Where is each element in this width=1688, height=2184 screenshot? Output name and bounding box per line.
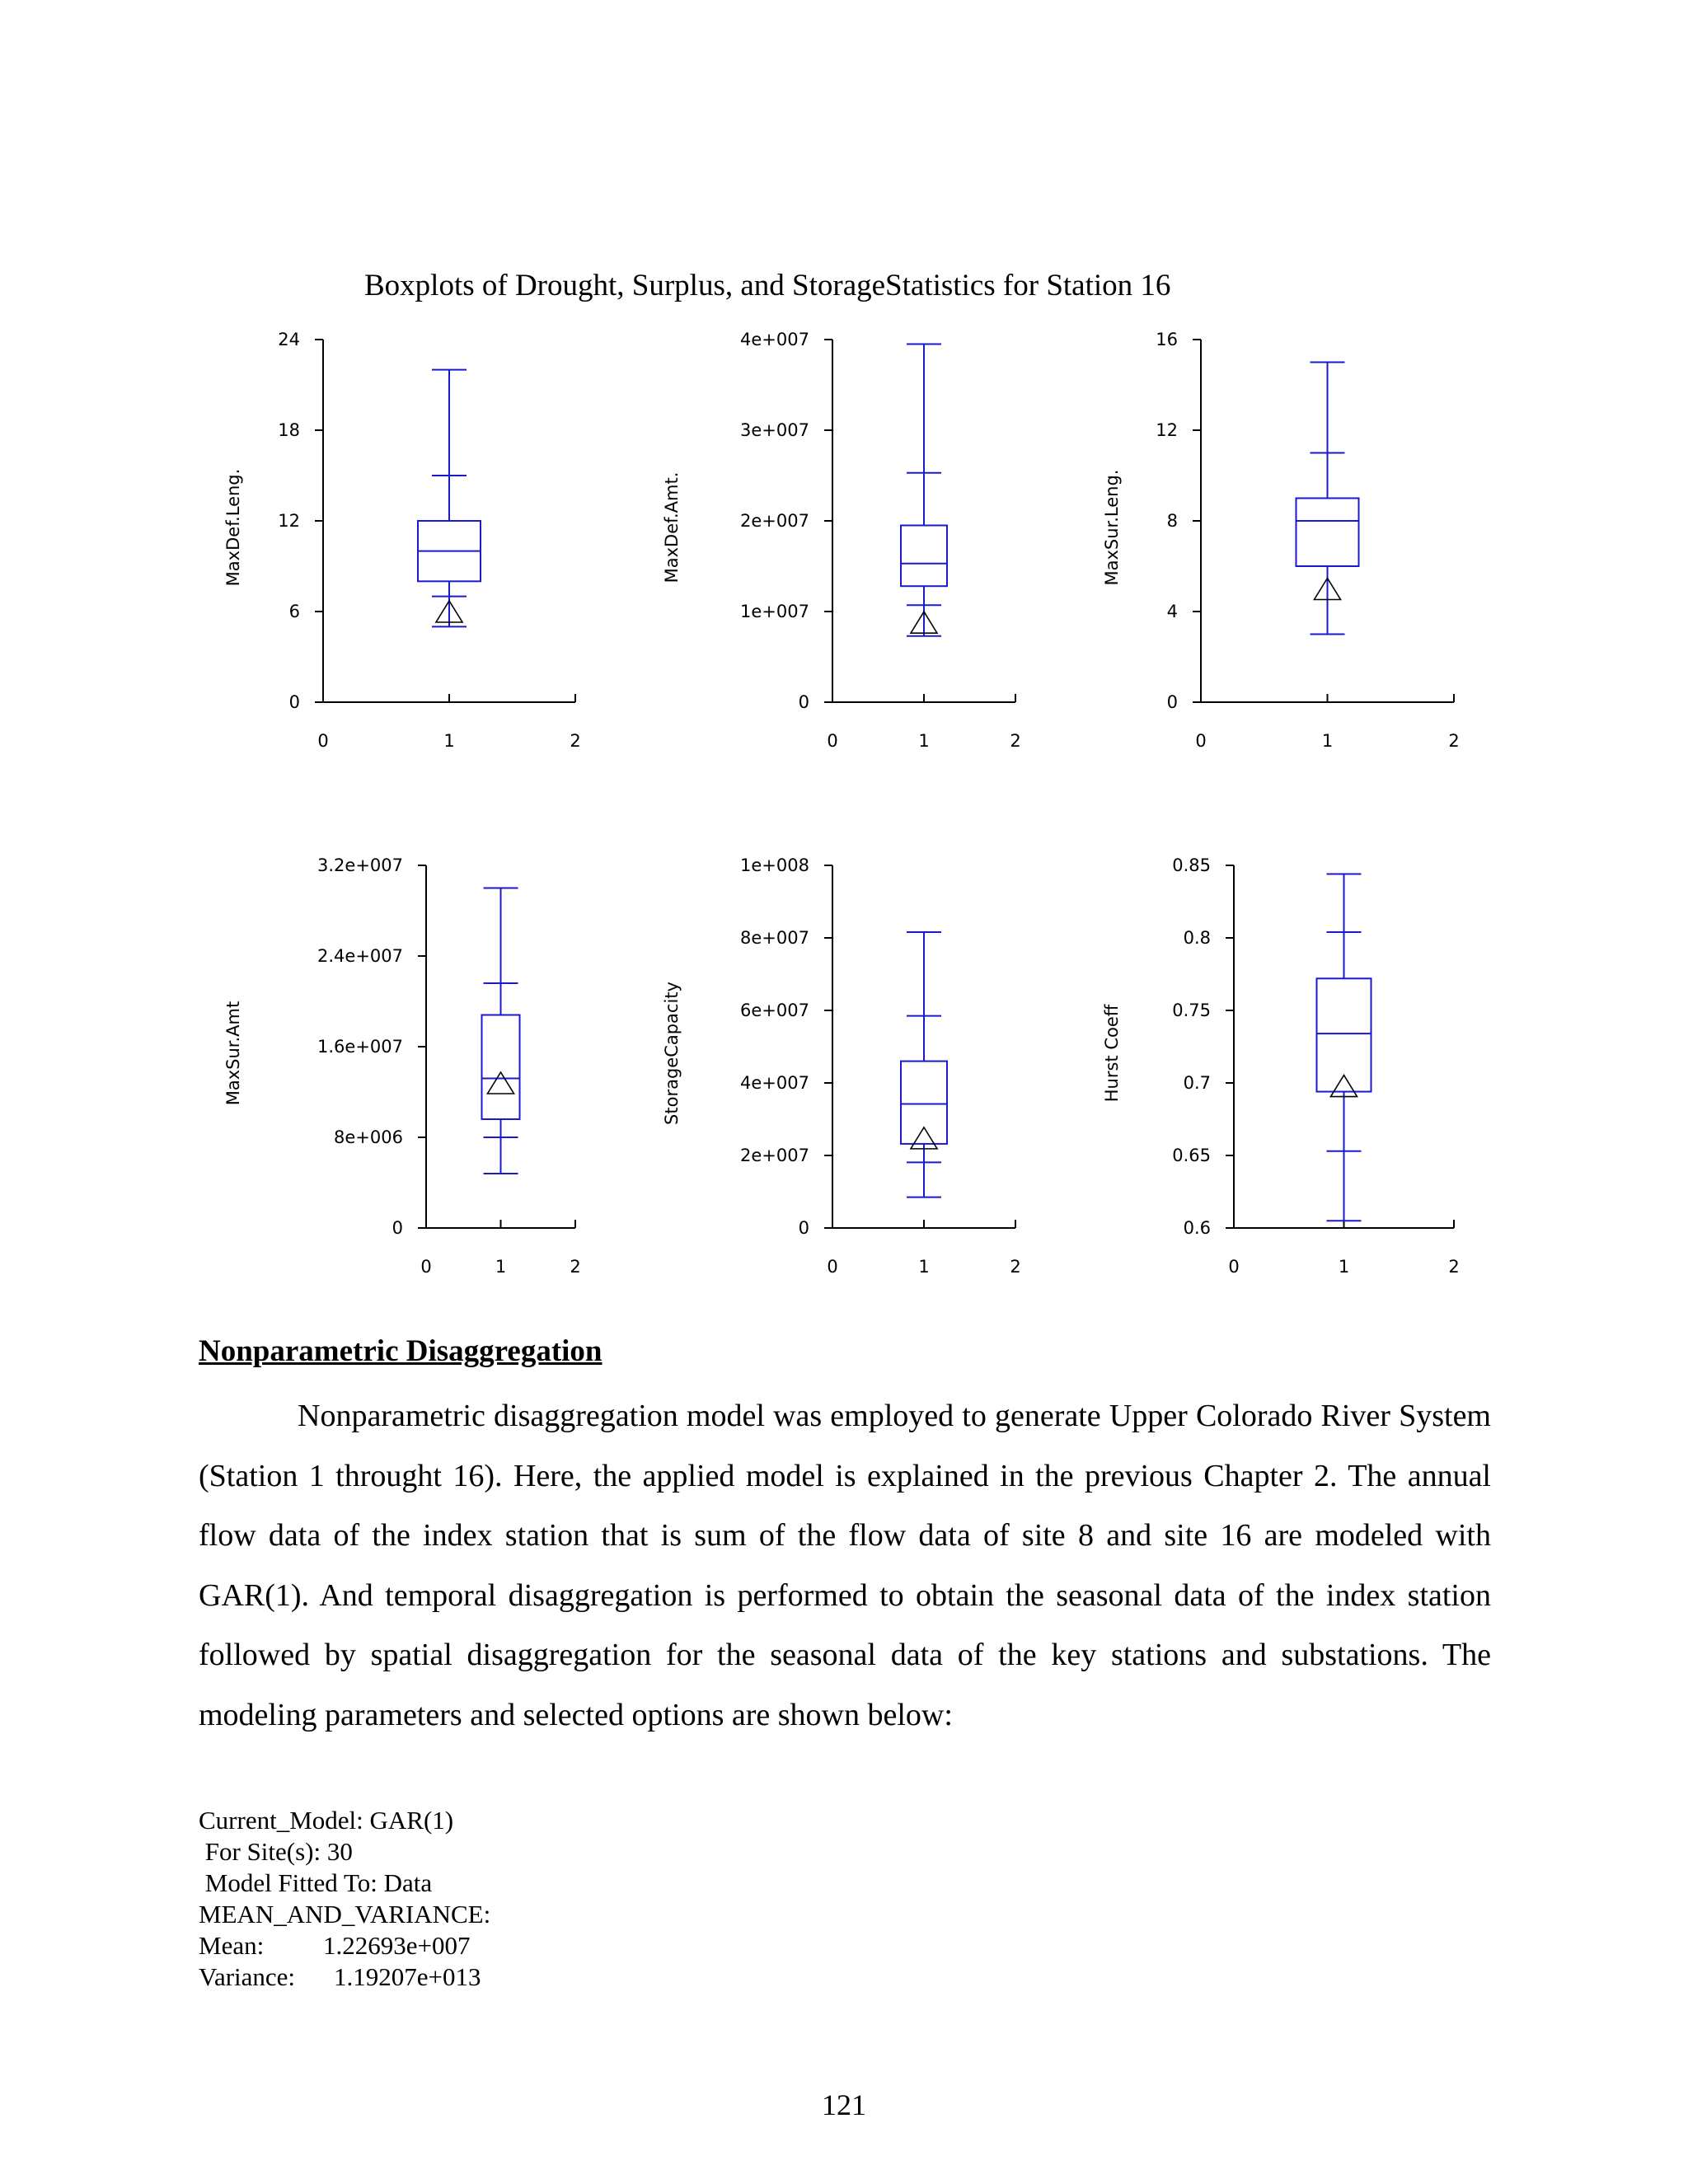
y-tick-label: 12 [1156, 420, 1178, 440]
x-tick-label: 1 [918, 731, 930, 751]
mean-value: 1.22693e+007 [323, 1931, 471, 1960]
iqr-box [901, 526, 947, 587]
boxplot-panel-6 [1102, 855, 1460, 1277]
y-tick-label: 0.8 [1183, 928, 1211, 948]
x-tick-label: 2 [570, 1257, 581, 1277]
x-tick-label: 0 [420, 1257, 432, 1277]
y-tick-label: 16 [1156, 330, 1178, 349]
y-axis-label: MaxDef.Leng. [223, 468, 243, 587]
y-tick-label: 4 [1166, 602, 1178, 621]
y-tick-label: 1e+008 [740, 855, 809, 875]
y-tick-label: 0.85 [1172, 855, 1211, 875]
x-tick-label: 0 [1195, 731, 1207, 751]
y-tick-label: 0.75 [1172, 1001, 1211, 1020]
x-tick-label: 0 [827, 731, 838, 751]
x-tick-label: 1 [495, 1257, 507, 1277]
y-axis-label: StorageCapacity [662, 982, 682, 1125]
y-tick-label: 12 [278, 511, 300, 531]
y-tick-label: 1.6e+007 [317, 1037, 403, 1057]
y-tick-label: 2.4e+007 [317, 946, 403, 966]
y-tick-label: 4e+007 [740, 330, 809, 349]
iqr-box [482, 1015, 520, 1120]
y-tick-label: 3.2e+007 [317, 855, 403, 875]
boxplot-panel-5 [662, 855, 1021, 1277]
y-tick-label: 6 [288, 602, 300, 621]
x-tick-label: 0 [1228, 1257, 1240, 1277]
y-tick-label: 8e+007 [740, 928, 809, 948]
y-tick-label: 0 [798, 692, 809, 712]
y-tick-label: 0 [1166, 692, 1178, 712]
y-axis-label: MaxSur.Leng. [1102, 469, 1122, 586]
section-heading: Nonparametric Disaggregation [199, 1334, 603, 1368]
y-tick-label: 4e+007 [740, 1073, 809, 1093]
x-tick-label: 1 [1321, 731, 1334, 751]
current-model-line: Current_Model: GAR(1) [199, 1806, 454, 1835]
x-tick-label: 2 [1010, 731, 1021, 751]
y-tick-label: 0.65 [1172, 1146, 1211, 1165]
y-tick-label: 2e+007 [740, 1146, 809, 1165]
y-tick-label: 24 [278, 330, 300, 349]
for-sites-line: For Site(s): 30 [199, 1837, 353, 1866]
y-tick-label: 18 [278, 420, 300, 440]
body-paragraph: Nonparametric disaggregation model was employed to generate Upper Colorado River System (Station 1 throught 16). Here, the applied model is explained in the previous Chapter 2. The annual flow data of the index station that is sum of the flow data of site 8 and site 16 are modeled with GAR(1). And temporal disaggregation is performed to obtain the seasonal data of the index station followed by spatial disaggregation for the seasonal data of the key stations and substations. The modeling parameters and selected options are shown below: [199, 1399, 1491, 1732]
mean-label: Mean: [199, 1931, 265, 1960]
x-tick-label: 1 [918, 1257, 930, 1277]
x-tick-label: 1 [1338, 1257, 1350, 1277]
x-tick-label: 2 [1448, 1257, 1460, 1277]
y-axis-label: MaxDef.Amt. [662, 471, 682, 583]
boxplot-panel-2 [662, 330, 1021, 751]
y-tick-label: 0 [288, 692, 300, 712]
y-tick-label: 1e+007 [740, 602, 809, 621]
y-axis-label: MaxSur.Amt [223, 1001, 243, 1106]
mean-variance-header: MEAN_AND_VARIANCE: [199, 1900, 491, 1929]
x-tick-label: 0 [827, 1257, 838, 1277]
x-tick-label: 2 [1010, 1257, 1021, 1277]
variance-label: Variance: [199, 1962, 296, 1991]
y-tick-label: 8 [1166, 511, 1178, 531]
figure-title: Boxplots of Drought, Surplus, and StorageStatistics for Station 16 [364, 269, 1171, 302]
variance-value: 1.19207e+013 [334, 1962, 481, 1991]
iqr-box [1296, 499, 1359, 567]
boxplot-panel-3 [1102, 330, 1460, 751]
x-tick-label: 2 [570, 731, 581, 751]
iqr-box [901, 1062, 947, 1144]
y-tick-label: 0.7 [1183, 1073, 1211, 1093]
x-tick-label: 1 [443, 731, 455, 751]
y-tick-label: 0 [798, 1218, 809, 1238]
y-tick-label: 0.6 [1183, 1218, 1211, 1238]
x-tick-label: 2 [1448, 731, 1460, 751]
y-tick-label: 0 [392, 1218, 403, 1238]
boxplot-panel-4 [223, 855, 581, 1277]
x-tick-label: 0 [317, 731, 329, 751]
y-tick-label: 8e+006 [334, 1127, 403, 1147]
y-tick-label: 2e+007 [740, 511, 809, 531]
y-tick-label: 3e+007 [740, 420, 809, 440]
page-number: 121 [822, 2088, 866, 2121]
observed-triangle [488, 1072, 514, 1094]
y-tick-label: 6e+007 [740, 1001, 809, 1020]
boxplot-panel-1 [223, 330, 581, 751]
y-axis-label: Hurst Coeff [1102, 1004, 1122, 1103]
fitted-to-line: Model Fitted To: Data [199, 1868, 433, 1897]
